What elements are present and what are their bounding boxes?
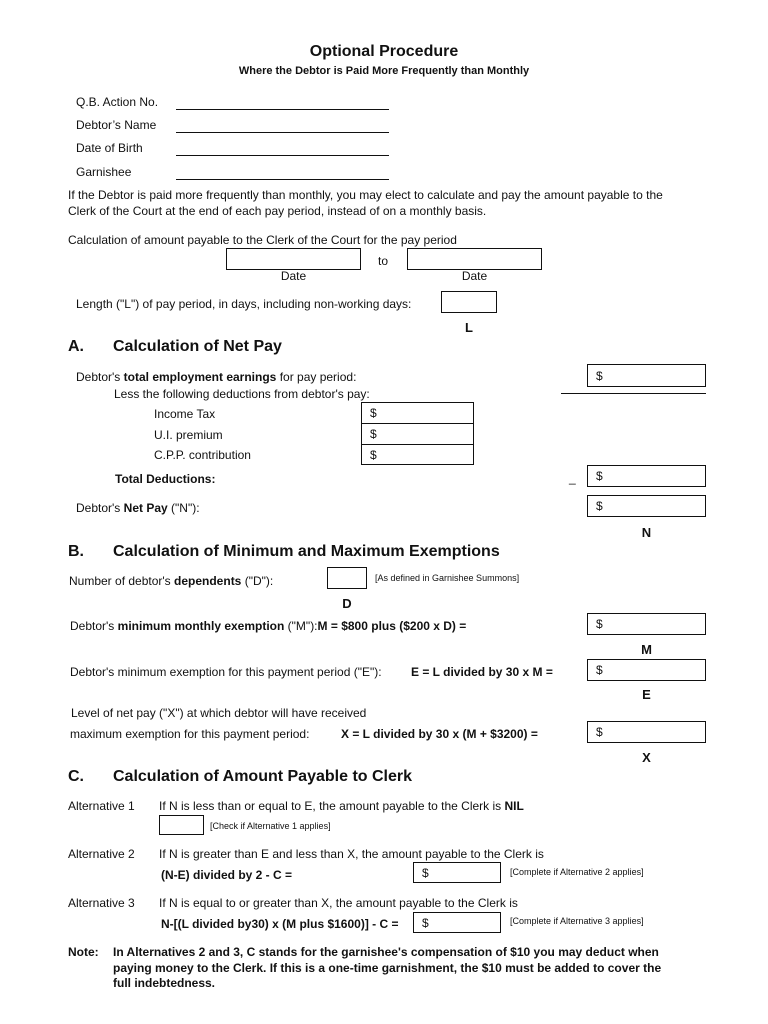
income-tax-input[interactable] — [361, 402, 474, 424]
e-variable-label: E — [642, 687, 651, 702]
max-exemption-input[interactable] — [587, 721, 706, 743]
x-variable-label: X — [642, 750, 651, 765]
dollar-sign: $ — [596, 499, 603, 513]
debtor-name-label: Debtor’s Name — [76, 118, 157, 132]
pay-period-length-input[interactable] — [441, 291, 497, 313]
net-pay-label: Debtor's Net Pay ("N"): — [76, 501, 200, 515]
pay-period-end-date-input[interactable] — [407, 248, 542, 270]
ui-premium-input[interactable] — [361, 423, 474, 445]
alternative-3-amount-input[interactable] — [413, 912, 501, 933]
start-date-caption: Date — [280, 269, 307, 283]
alternative-1-note: [Check if Alternative 1 applies] — [210, 821, 331, 831]
page-subtitle: Where the Debtor is Paid More Frequently than Monthly — [238, 65, 530, 77]
dollar-sign: $ — [370, 427, 377, 441]
dollar-sign: $ — [596, 725, 603, 739]
dollar-sign: $ — [370, 406, 377, 420]
dependents-input[interactable] — [327, 567, 367, 589]
alternative-2-amount-input[interactable] — [413, 862, 501, 883]
note-label: Note: — [68, 945, 99, 959]
min-monthly-exemption-label: Debtor's minimum monthly exemption ("M"):M = $800 plus ($200 x D) = — [70, 619, 467, 633]
end-date-caption: Date — [461, 269, 488, 283]
alternative-2-note: [Complete if Alternative 2 applies] — [510, 867, 644, 877]
section-a-title: Calculation of Net Pay — [113, 338, 282, 355]
dependents-note: [As defined in Garnishee Summons] — [375, 573, 520, 583]
total-deductions-input[interactable] — [587, 465, 706, 487]
m-variable-label: M — [641, 642, 652, 657]
alternative-1-checkbox[interactable] — [159, 815, 204, 835]
alternative-3-text: If N is equal to or greater than X, the amount payable to the Clerk is — [159, 896, 518, 910]
alternative-2-formula: (N-E) divided by 2 - C = — [161, 868, 293, 882]
date-of-birth-label: Date of Birth — [76, 141, 143, 155]
d-variable-label: D — [342, 596, 352, 611]
dollar-sign: $ — [596, 663, 603, 677]
pay-period-to-label: to — [378, 254, 389, 268]
deductions-intro-label: Less the following deductions from debtor's pay: — [114, 387, 370, 401]
section-c-letter: C. — [68, 768, 84, 785]
n-variable-label: N — [641, 525, 652, 540]
min-period-exemption-input[interactable] — [587, 659, 706, 681]
ui-premium-label: U.I. premium — [154, 428, 223, 442]
date-of-birth-field[interactable] — [176, 155, 389, 156]
alternative-2-label: Alternative 2 — [68, 847, 135, 861]
action-no-label: Q.B. Action No. — [76, 95, 159, 109]
dollar-sign: $ — [422, 915, 429, 930]
dollar-sign: $ — [596, 368, 603, 383]
action-no-field[interactable] — [176, 109, 389, 110]
intro-line-1: If the Debtor is paid more frequently than monthly, you may elect to calculate and pay the amount payable to the — [68, 188, 663, 202]
section-b-title: Calculation of Minimum and Maximum Exemptions — [113, 543, 500, 560]
max-exemption-formula: X = L divided by 30 x (M + $3200) = — [341, 727, 538, 741]
alternative-1-label: Alternative 1 — [68, 799, 135, 813]
debtor-name-field[interactable] — [176, 132, 389, 133]
pay-period-start-date-input[interactable] — [226, 248, 361, 270]
dependents-label: Number of debtor's dependents ("D"): — [69, 574, 274, 588]
note-line-2: paying money to the Clerk. If this is a one-time garnishment, the $10 must be added to cover the — [113, 961, 662, 975]
net-pay-input[interactable] — [587, 495, 706, 517]
total-earnings-input[interactable] — [587, 364, 706, 387]
cpp-contribution-label: C.P.P. contribution — [154, 448, 251, 462]
garnishee-label: Garnishee — [76, 165, 132, 179]
pay-period-length-label: Length ("L") of pay period, in days, including non-working days: — [76, 297, 412, 311]
note-line-3: full indebtedness. — [113, 976, 216, 990]
cpp-contribution-input[interactable] — [361, 444, 474, 465]
alternative-2-text: If N is greater than E and less than X, the amount payable to the Clerk is — [159, 847, 544, 861]
min-period-exemption-label: Debtor's minimum exemption for this payment period ("E"): — [70, 665, 382, 679]
alternative-3-note: [Complete if Alternative 3 applies] — [510, 916, 644, 926]
dollar-sign: $ — [370, 447, 377, 462]
note-line-1: In Alternatives 2 and 3, C stands for the garnishee's compensation of $10 you may deduct when — [113, 945, 659, 959]
earnings-divider — [561, 393, 706, 394]
pay-period-label: Calculation of amount payable to the Clerk of the Court for the pay period — [68, 233, 457, 247]
income-tax-label: Income Tax — [154, 407, 216, 421]
max-exemption-label-line-2: maximum exemption for this payment period: — [70, 727, 310, 741]
minus-sign: _ — [569, 471, 576, 485]
dollar-sign: $ — [596, 469, 603, 483]
alternative-3-label: Alternative 3 — [68, 896, 135, 910]
l-variable-label: L — [465, 320, 473, 335]
section-a-letter: A. — [68, 338, 84, 355]
alternative-1-text: If N is less than or equal to E, the amount payable to the Clerk is NIL — [159, 799, 524, 813]
min-period-exemption-formula: E = L divided by 30 x M = — [411, 665, 553, 679]
intro-line-2: Clerk of the Court at the end of each pay period, instead of on a monthly basis. — [68, 204, 487, 218]
max-exemption-label-line-1: Level of net pay ("X") at which debtor will have received — [71, 706, 367, 720]
dollar-sign: $ — [596, 617, 603, 631]
section-c-title: Calculation of Amount Payable to Clerk — [113, 768, 413, 785]
page-title: Optional Procedure — [309, 43, 459, 60]
section-b-letter: B. — [68, 543, 84, 560]
alternative-3-formula: N-[(L divided by30) x (M plus $1600)] - C = — [161, 917, 399, 931]
min-monthly-exemption-input[interactable] — [587, 613, 706, 635]
garnishee-field[interactable] — [176, 179, 389, 180]
dollar-sign: $ — [422, 865, 429, 880]
total-earnings-label: Debtor's total employment earnings for pay period: — [76, 370, 357, 384]
total-deductions-label: Total Deductions: — [115, 472, 216, 486]
